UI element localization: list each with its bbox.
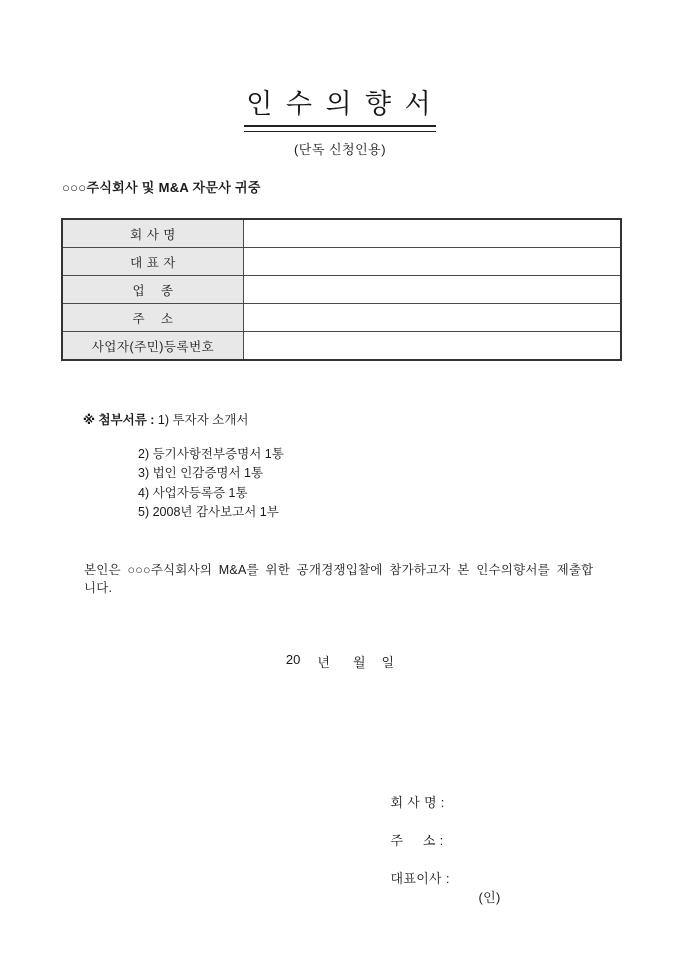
signature-ceo-row: [367, 853, 501, 905]
table-row-business-type: [62, 276, 621, 304]
date-day-label: 일: [381, 655, 395, 670]
page-subtitle: (단독 신청인용): [293, 142, 387, 157]
page-title: 인 수 의 향 서: [246, 89, 434, 119]
row-label-representative: 대 표 자: [62, 248, 244, 276]
signature-company-label: 회 사 명 :: [390, 795, 445, 810]
company-info-table: [61, 218, 622, 361]
title-underline-rule: [244, 125, 436, 132]
signature-ceo-label: 대표이사 :: [390, 871, 450, 886]
row-value-company-name[interactable]: [244, 219, 622, 248]
attachments-heading: ※ 첨부서류 :: [82, 413, 158, 427]
signature-address-label: 주 소 :: [390, 833, 444, 848]
row-value-representative[interactable]: [244, 248, 622, 276]
attachment-item-4: 4) 사업자등록증 1통: [138, 485, 248, 500]
title-block: [0, 82, 680, 158]
statement-paragraph: 본인은 ○○○주식회사의 M&A를 위한 공개경쟁입찰에 참가하고자 본 인수의향서를 제출합니다.: [84, 563, 594, 595]
attachment-item-1: 1) 투자자 소개서: [157, 413, 249, 427]
table-row-address: [62, 304, 621, 332]
signature-seal-label: (인): [478, 890, 501, 905]
date-month-label: 월: [352, 655, 366, 670]
row-value-registration-number[interactable]: [244, 332, 622, 361]
date-year-prefix: 20: [285, 652, 301, 667]
row-label-business-type: 업 종: [62, 276, 244, 304]
table-row-company-name: [62, 219, 621, 248]
row-label-registration-number: 사업자(주민)등록번호: [62, 332, 244, 361]
attachment-item-3: 3) 법인 인감증명서 1통: [138, 466, 264, 480]
attachment-item-5: 5) 2008년 감사보고서 1부: [138, 505, 279, 519]
attachment-item-2: 2) 등기사항전부증명서 1통: [138, 446, 284, 461]
signature-address-row: [367, 815, 501, 848]
signature-section: [367, 777, 501, 905]
date-line: [0, 652, 680, 671]
signature-company-row: [367, 777, 501, 810]
table-row-registration-number: [62, 332, 621, 361]
attachments-section: [62, 399, 284, 525]
row-value-address[interactable]: [244, 304, 622, 332]
table-row-representative: [62, 248, 621, 276]
row-label-address: 주 소: [62, 304, 244, 332]
row-value-business-type[interactable]: [244, 276, 622, 304]
recipient-line: ○○○주식회사 및 M&A 자문사 귀중: [62, 180, 261, 195]
date-year-label: 년: [317, 655, 330, 670]
attachment-line-1: [62, 399, 284, 441]
row-label-company-name: 회 사 명: [62, 219, 244, 248]
